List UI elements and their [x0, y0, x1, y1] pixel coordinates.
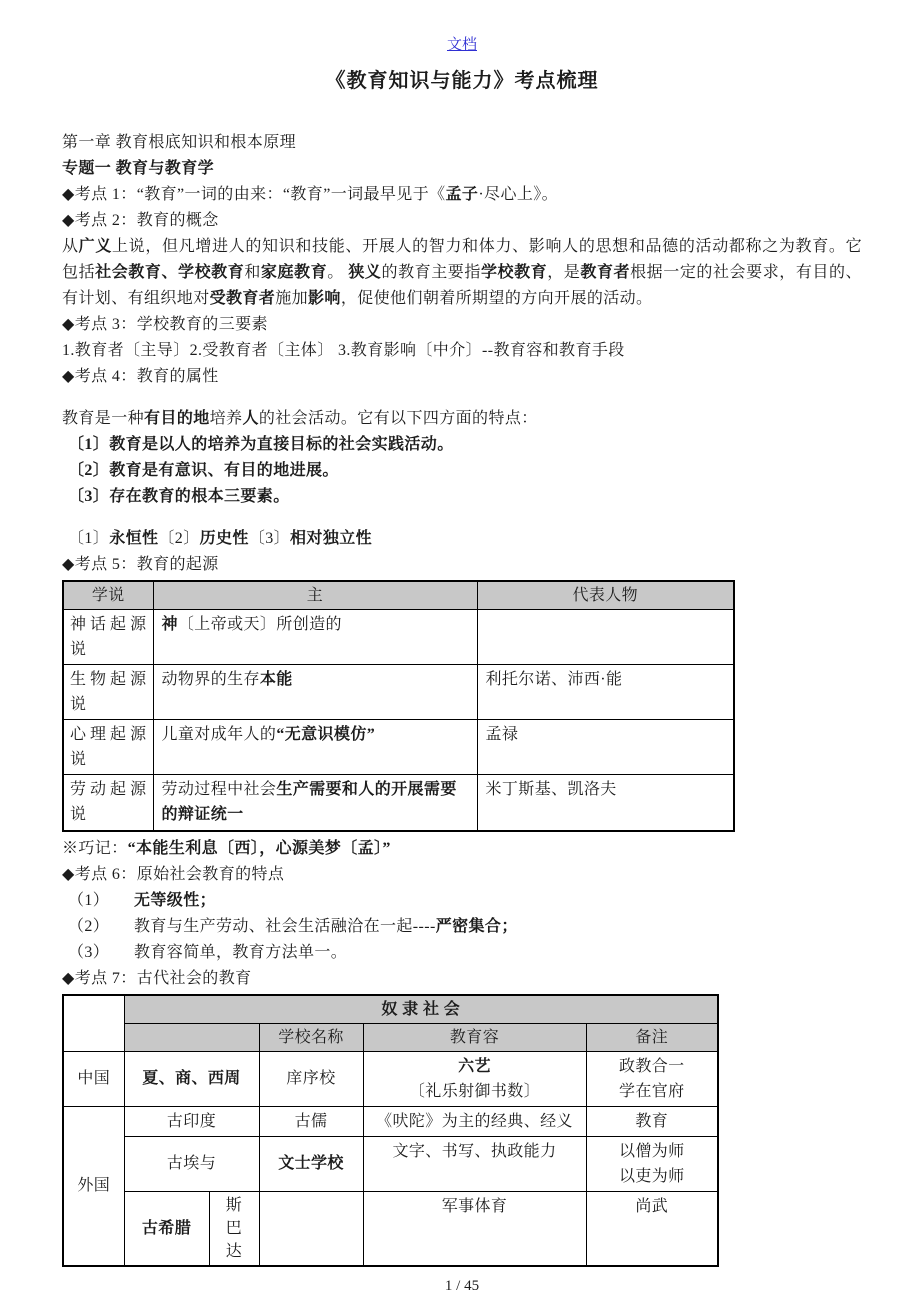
text-segment: 的教育主要指 — [381, 264, 481, 281]
text-segment: 专题一 教育与教育学 — [62, 160, 215, 177]
text-segment: 古希腊 — [141, 1219, 192, 1237]
point-7 — [62, 966, 862, 992]
table-cell — [259, 1136, 363, 1191]
text-segment: ◆考点 7：古代社会的教育 — [62, 969, 252, 987]
feature-3 — [62, 484, 862, 510]
text-segment: ※巧记： — [62, 839, 128, 857]
header-link-row — [62, 34, 862, 56]
text-segment: 外国 — [77, 1177, 111, 1194]
table-row — [63, 1023, 718, 1051]
text-segment: （2） — [68, 917, 110, 935]
table-cell — [63, 995, 124, 1052]
text-segment: 心理起源说 — [70, 726, 147, 768]
table-cell — [63, 1106, 124, 1266]
text-segment: ◆考点 4：教育的属性 — [62, 368, 219, 385]
chapter-heading — [62, 130, 862, 156]
table-cell — [124, 1136, 259, 1191]
text-segment: ·尽心上》。 — [478, 186, 559, 203]
table-row — [63, 1106, 718, 1136]
text-segment: 学说 — [91, 587, 125, 604]
table-cell — [124, 1191, 209, 1266]
text-segment: 学在官府 — [618, 1082, 685, 1100]
text-segment: 劳动过程中社会 — [161, 781, 277, 798]
text-segment: 教育容简单，教育方法单一。 — [134, 943, 348, 961]
point-5 — [62, 552, 862, 578]
text-segment: 培养 — [209, 410, 243, 427]
text-segment: ◆考点 6：原始社会教育的特点 — [62, 865, 285, 883]
primitive-1 — [62, 888, 862, 914]
text-segment: 广义 — [78, 238, 113, 255]
attribute-list — [62, 526, 862, 552]
text-segment: 古埃与 — [166, 1155, 217, 1172]
text-segment: 历史性 — [199, 530, 249, 547]
text-segment: 学校教育 — [480, 264, 548, 281]
page-number: 1 / 45 — [444, 1277, 480, 1294]
text-segment: 〔1〕教育是以人的培养为直接目标的社会实践活动。 — [68, 436, 454, 453]
table-cell — [124, 1051, 259, 1106]
point-3 — [62, 312, 862, 338]
text-segment: 1.教育者〔主导〕2.受教育者〔主体〕 3.教育影响〔中介〕--教育容和教育手段 — [62, 342, 625, 359]
text-segment: 学校名称 — [278, 1028, 344, 1046]
text-segment: 以僧为师 — [618, 1142, 685, 1160]
text-segment: 孟禄 — [485, 726, 519, 743]
table-cell — [124, 995, 718, 1024]
primitive-3 — [62, 940, 862, 966]
table-cell — [124, 1023, 259, 1051]
text-segment: 施加 — [275, 290, 309, 307]
table-row — [63, 1191, 718, 1266]
point-2 — [62, 208, 862, 234]
table-cell — [586, 1136, 718, 1191]
table-cell — [586, 1023, 718, 1051]
three-elements — [62, 338, 862, 364]
text-segment: 教育与生产劳动、社会生活融洽在一起---- — [134, 917, 436, 935]
table-cell — [586, 1051, 718, 1106]
text-segment: 古儒 — [294, 1112, 328, 1130]
concept-paragraph — [62, 234, 862, 312]
table-cell — [586, 1191, 718, 1266]
table-cell — [363, 1191, 586, 1266]
text-segment: ，是 — [547, 264, 581, 281]
primitive-2 — [62, 914, 862, 940]
text-segment: 以吏为师 — [618, 1167, 685, 1185]
document-link[interactable]: 文档 — [446, 37, 477, 53]
text-segment: 上说，但凡增进人的知识和技能、开展人的智力和体力、影响人的思想和品德的活动都称之为教育。它包括 — [62, 238, 862, 281]
text-segment: 生产需要和人的开展需要的辩证统一 — [161, 781, 457, 823]
table-cell — [477, 665, 734, 720]
table-cell — [477, 581, 734, 610]
point-6 — [62, 862, 862, 888]
text-segment: 达 — [225, 1242, 243, 1260]
text-segment: 〔2〕 — [158, 530, 200, 547]
text-segment: （3） — [68, 943, 110, 961]
point-4 — [62, 364, 862, 390]
text-segment: 米丁斯基、凯洛夫 — [485, 781, 617, 798]
table-cell — [586, 1106, 718, 1136]
table-row — [63, 665, 734, 720]
table-cell — [209, 1191, 259, 1266]
table-row — [63, 1051, 718, 1106]
text-segment: 人 — [242, 410, 259, 427]
text-segment: 主 — [306, 587, 324, 604]
text-segment: 严密集合； — [435, 917, 518, 935]
table-cell — [477, 775, 734, 831]
text-segment: 利托尔诺、沛西·能 — [485, 671, 623, 688]
text-segment: 庠序校 — [286, 1070, 336, 1087]
text-segment: ◆考点 3：学校教育的三要素 — [62, 316, 268, 333]
table-cell — [363, 1023, 586, 1051]
text-segment: 六艺 — [458, 1057, 491, 1075]
text-segment: 狭义 — [348, 264, 382, 281]
text-segment: 夏、商、西周 — [142, 1070, 241, 1087]
table-cell — [63, 665, 153, 720]
text-segment: 受教育者 — [209, 290, 276, 307]
text-segment: 的社会活动。它有以下四方面的特点： — [258, 410, 538, 427]
text-segment: 社会教育、学校教育 — [95, 264, 245, 281]
text-segment: 教育 — [635, 1112, 669, 1130]
text-segment: 政教合一 — [618, 1057, 685, 1075]
text-segment: 《吠陀》为主的经典、经义 — [376, 1112, 573, 1130]
origin-of-education-table — [62, 580, 735, 832]
text-segment: 文士学校 — [278, 1155, 344, 1172]
text-segment: 相对独立性 — [290, 530, 373, 547]
text-segment: 代表人物 — [572, 587, 639, 604]
text-segment: 〔上帝或天〕所创造的 — [177, 616, 342, 633]
text-segment: 永恒性 — [109, 530, 159, 547]
feature-2 — [62, 458, 862, 484]
attribute-paragraph — [62, 406, 862, 432]
text-segment: 动物界的生存 — [161, 671, 260, 688]
spacer — [62, 390, 862, 406]
text-segment: 军事体育 — [441, 1197, 508, 1215]
text-segment: 教育是一种 — [62, 410, 145, 427]
table-cell — [63, 610, 153, 665]
text-segment: 斯 — [225, 1196, 243, 1214]
table-row — [63, 581, 734, 610]
table-cell — [153, 665, 477, 720]
text-segment: （1） — [68, 891, 110, 909]
table-row — [63, 775, 734, 831]
text-segment: 神话起源说 — [70, 616, 147, 658]
text-segment: 根据一定的社会要求，有目的、有计划、有组织地对 — [62, 264, 862, 307]
table-row — [63, 610, 734, 665]
table-cell — [153, 775, 477, 831]
text-segment: 〔3〕 — [248, 530, 291, 547]
table-cell — [477, 610, 734, 665]
text-segment: 家庭教育 — [260, 264, 328, 281]
text-segment: 奴 隶 社 会 — [381, 1000, 461, 1018]
text-segment: 第一章 教育根底知识和根本原理 — [62, 134, 297, 151]
text-segment: 有目的地 — [144, 410, 210, 427]
text-segment: 无等级性； — [134, 891, 217, 909]
text-segment: 〔2〕教育是有意识、有目的地进展。 — [68, 462, 339, 479]
table-cell — [363, 1051, 586, 1106]
table-cell — [153, 581, 477, 610]
table-row — [63, 1136, 718, 1191]
table-cell — [63, 720, 153, 775]
table-cell — [259, 1051, 363, 1106]
table-cell — [124, 1106, 259, 1136]
text-segment: ◆考点 2：教育的概念 — [62, 212, 219, 229]
text-segment: ◆考点 1：“教育”一词的由来：“教育”一词最早见于《 — [62, 186, 446, 203]
text-segment: 〔1〕 — [68, 530, 110, 547]
text-segment: 儿童对成年人的 — [161, 726, 277, 743]
text-segment: 〔3〕存在教育的根本三要素。 — [68, 488, 290, 505]
text-segment: 教育者 — [580, 264, 631, 281]
text-segment: 中国 — [77, 1070, 111, 1087]
document-body — [62, 130, 862, 1267]
text-segment: 和 — [244, 264, 261, 281]
text-segment: “本能生利息〔西〕，心源美梦〔孟〕” — [127, 839, 391, 857]
table-cell — [363, 1136, 586, 1191]
text-segment: 备注 — [635, 1028, 669, 1046]
table-cell — [63, 1051, 124, 1106]
spacer — [62, 510, 862, 526]
text-segment: 神 — [161, 616, 178, 633]
text-segment: 巴 — [225, 1219, 243, 1237]
table-cell — [259, 1023, 363, 1051]
text-segment: “无意识模仿” — [276, 726, 376, 743]
table-cell — [363, 1106, 586, 1136]
text-segment: 劳动起源说 — [70, 781, 147, 823]
table-cell — [153, 720, 477, 775]
table-cell — [259, 1106, 363, 1136]
table-cell — [259, 1191, 363, 1266]
text-segment: 古印度 — [166, 1112, 217, 1130]
table-cell — [153, 610, 477, 665]
text-segment: 尚武 — [635, 1197, 669, 1215]
topic-heading — [62, 156, 862, 182]
table-cell — [63, 775, 153, 831]
slave-society-table — [62, 994, 719, 1267]
table-row — [63, 720, 734, 775]
mnemonic — [62, 836, 862, 862]
text-segment: 本能 — [259, 671, 293, 688]
table-cell — [63, 581, 153, 610]
text-segment: ◆考点 5：教育的起源 — [62, 556, 219, 573]
text-segment: 〔礼乐射御书数〕 — [408, 1082, 541, 1100]
page-title: 《教育知识与能力》考点梳理 — [325, 70, 599, 92]
text-segment: 从 — [62, 238, 79, 255]
text-segment: ，促使他们朝着所期望的方向开展的活动。 — [340, 290, 653, 307]
text-segment: 文字、书写、执政能力 — [392, 1142, 557, 1160]
table-row — [63, 995, 718, 1024]
text-segment: 生物起源说 — [70, 671, 147, 713]
feature-1 — [62, 432, 862, 458]
text-segment: 影响 — [308, 290, 341, 307]
table-cell — [477, 720, 734, 775]
text-segment: 教育容 — [449, 1028, 500, 1046]
text-segment: 孟子 — [445, 186, 479, 203]
text-segment: 。 — [327, 264, 349, 281]
point-1 — [62, 182, 862, 208]
